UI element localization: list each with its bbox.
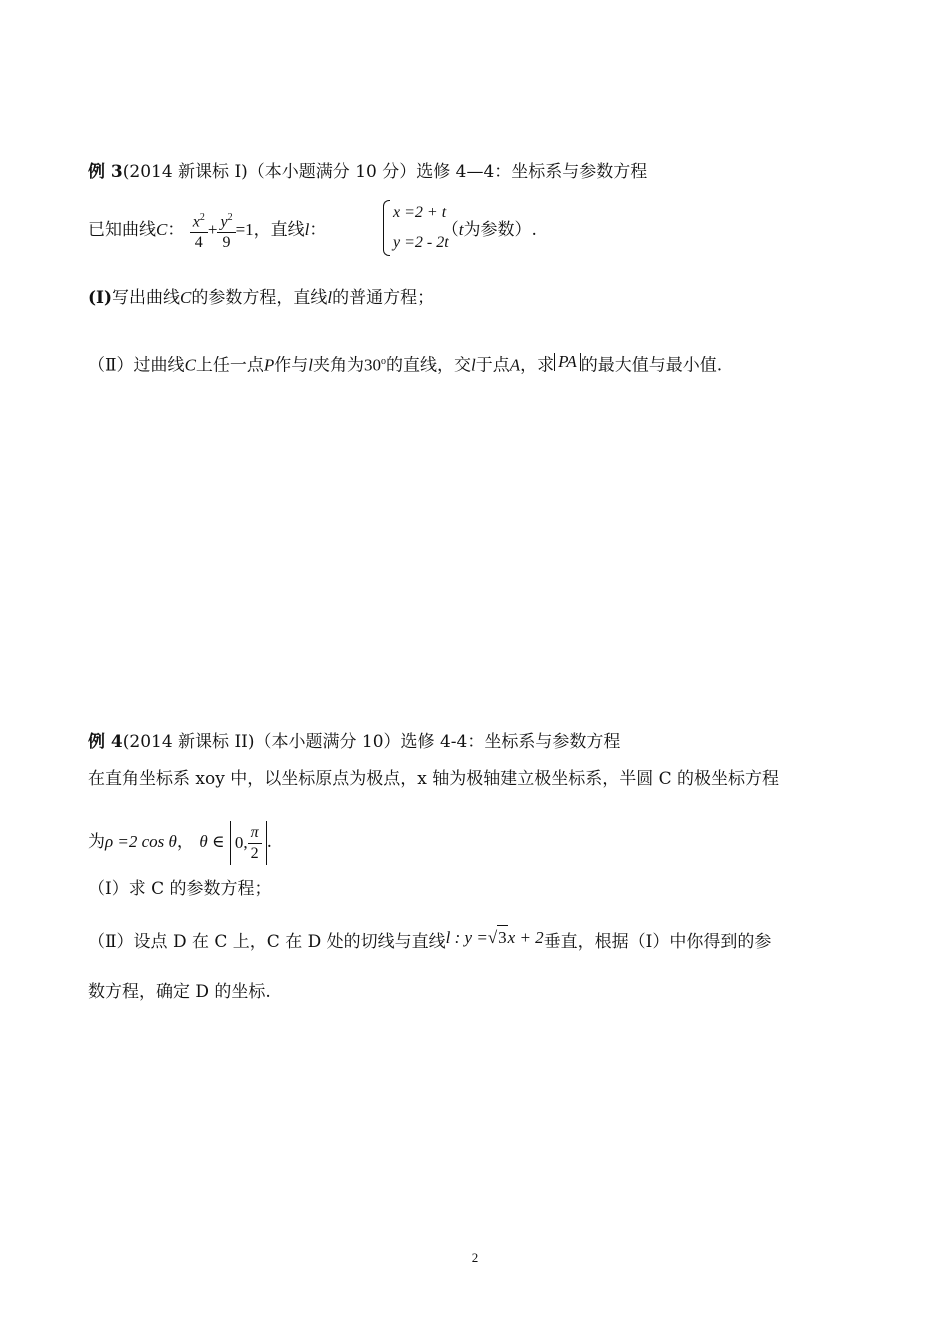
ex4-line2: 为ρ =2 cos θ， θ ∈ 0, $\frac{\pi}{2}$ . (88, 820, 272, 865)
theta-in: θ ∈ (199, 832, 225, 851)
line-equation: l : y = (445, 928, 488, 947)
ex3-part1: (Ⅰ)写出曲线C的参数方程，直线l的普通方程； (88, 288, 435, 308)
sys-line-2: y =2 - 2t (393, 234, 449, 251)
ex3-part2: （Ⅱ）过曲线C上任一点P作与l夹角为30$^o$的直线，交l于点A，求 PA 的最大值与最小值. (88, 351, 723, 376)
curve-C: C (156, 220, 168, 239)
eq-one: =1 (235, 220, 254, 239)
ex3-title (88, 160, 647, 184)
ex3-given-prefix: 已知曲线 (88, 220, 156, 240)
ex4-part2-cont: 数方程，确定 D 的坐标. (88, 982, 271, 1002)
ex4-line1: 在直角坐标系 xoy 中，以坐标原点为极点，x 轴为极轴建立极坐标系，半圆 C 的极坐标方程 (88, 769, 780, 789)
ex4-part2: （Ⅱ）设点 D 在 C 上，C 在 D 处的切线与直线l : y =√3x + 2垂直，根据（Ⅰ）中你得到的参 (88, 925, 771, 954)
page-number: 2 (471, 1250, 479, 1265)
brace-icon (383, 200, 390, 256)
ex3-mid: ，直线 (253, 220, 305, 240)
frac-y2-9: $\frac{y^2}{9}$ (217, 208, 235, 253)
rho-equation: ρ =2 cos θ (105, 832, 177, 851)
ex4-part1: （Ⅰ）求 C 的参数方程； (88, 879, 272, 899)
param-note: 为参数）. (463, 220, 537, 240)
sys-line-1: x =2 + t (393, 204, 447, 221)
frac-x2-4: $\frac{x^2}{4}$ (190, 208, 208, 253)
colon: ： (167, 220, 185, 240)
abs-PA: PA (554, 353, 581, 371)
ex4-title: 例 4(2014 新课标 II)（本小题满分 10）选修 4-4：坐标系与参数方程 (88, 732, 621, 752)
ex3-title-bold: 例 3 (88, 162, 123, 182)
line-l: l (304, 220, 310, 239)
ex3-title-rest: (2014 新课标 I)（本小题满分 10 分）选修 4—4：坐标系与参数方程 (122, 162, 648, 182)
ex3-given: 已知曲线C： $\frac{x^2}{4}$ + $\frac{y^2}{9}$ =1，直线l： （t为参数）. (88, 206, 537, 254)
plus: + (207, 220, 218, 239)
interval-bracket: 0, $\frac{\pi}{2}$ (230, 821, 267, 865)
param-system (383, 198, 449, 258)
